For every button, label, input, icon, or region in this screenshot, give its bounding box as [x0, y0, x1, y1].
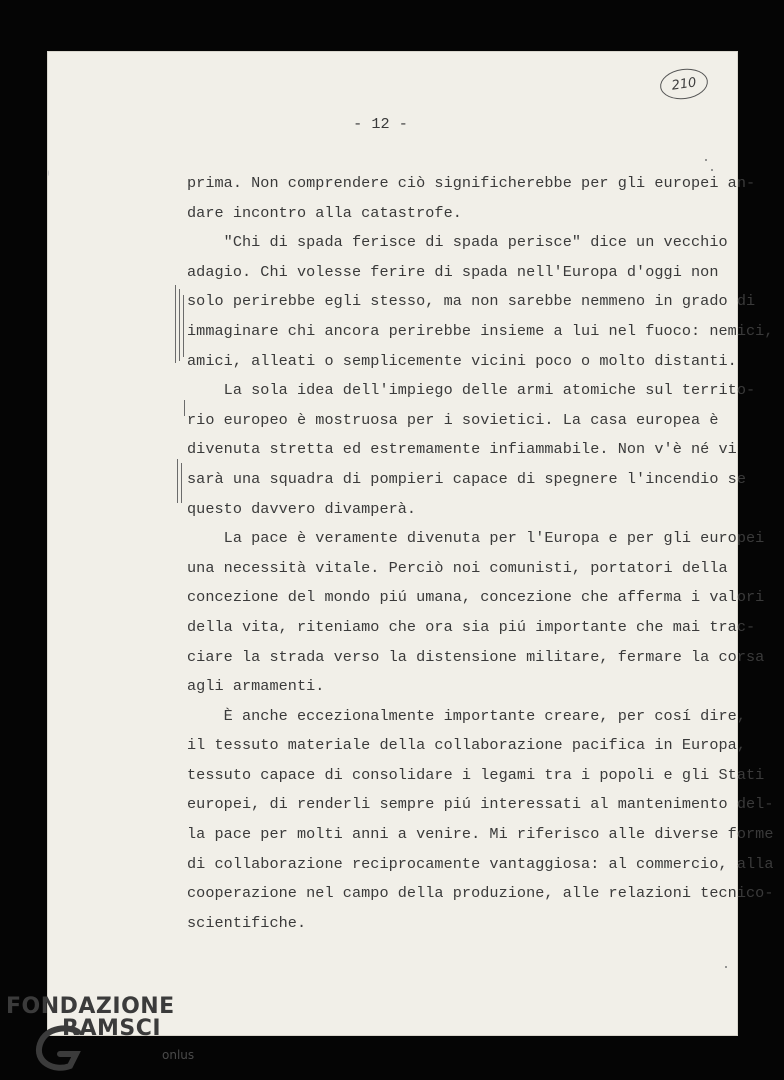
text-line: una necessità vitale. Perciò noi comunisti, portatori della: [187, 558, 728, 577]
margin-mark-6: [181, 463, 182, 503]
logo-line-2: RAMSCI: [62, 1016, 162, 1041]
logo-line-1: FONDAZIONE: [6, 994, 175, 1019]
archive-stamp-number: 210: [670, 74, 698, 94]
archive-page-stamp: [658, 66, 710, 102]
document-page: [47, 51, 774, 1036]
text-line: È anche eccezionalmente importante creare, per cosí dire,: [187, 706, 747, 725]
text-line: ciare la strada verso la distensione militare, fermare la corsa: [187, 647, 765, 666]
margin-mark-5: [177, 459, 178, 503]
text-line: questo davvero divamperà.: [187, 499, 417, 518]
text-line: la pace per molti anni a venire. Mi riferisco alle diverse forme: [187, 825, 774, 844]
text-line: amici, alleati o semplicemente vicini poco o molto distanti.: [187, 351, 737, 370]
typed-body-text: [187, 169, 784, 938]
text-line: rio europeo è mostruosa per i sovietici. La casa europea è: [187, 410, 719, 429]
text-line: agli armamenti.: [187, 677, 325, 696]
margin-mark-2: [179, 289, 180, 361]
page-number: - 12 -: [353, 115, 408, 133]
text-line: sarà una squadra di pompieri capace di spegnere l'incendio se: [187, 469, 747, 488]
gramsci-g-logo-icon: [32, 1024, 96, 1074]
text-line: adagio. Chi volesse ferire di spada nell'Europa d'oggi non: [187, 262, 719, 281]
text-line: scientifiche.: [187, 913, 307, 932]
text-line: concezione del mondo piú umana, concezione che afferma i valori: [187, 588, 765, 607]
text-line: di collaborazione reciprocamente vantaggiosa: al commercio, alla: [187, 854, 774, 873]
fondazione-gramsci-logo: [6, 994, 196, 1074]
margin-mark-3: [183, 295, 184, 357]
text-line: La sola idea dell'impiego delle armi atomiche sul territo-: [187, 381, 756, 400]
paper-speck: [725, 966, 727, 968]
text-line: "Chi di spada ferisce di spada perisce" dice un vecchio: [187, 233, 728, 252]
edge-speck: [48, 170, 49, 176]
text-line: prima. Non comprendere ciò significherebbe per gli europei an-: [187, 174, 756, 192]
text-line: il tessuto materiale della collaborazione pacifica in Europa,: [187, 736, 747, 755]
text-line: europei, di renderli sempre piú interessati al mantenimento del-: [187, 795, 774, 814]
text-line: della vita, riteniamo che ora sia piú importante che mai trac-: [187, 617, 756, 636]
text-line: cooperazione nel campo della produzione, alle relazioni tecnico-: [187, 884, 774, 903]
margin-mark-1: [175, 285, 176, 363]
paper-speck: [705, 159, 707, 161]
text-line: immaginare chi ancora perirebbe insieme a lui nel fuoco: nemici,: [187, 321, 774, 340]
logo-onlus: onlus: [162, 1048, 195, 1062]
text-line: divenuta stretta ed estremamente infiammabile. Non v'è né vi: [187, 440, 737, 459]
text-line: La pace è veramente divenuta per l'Europa e per gli europei: [187, 529, 765, 548]
text-line: tessuto capace di consolidare i legami tra i popoli e gli Stati: [187, 765, 765, 784]
text-line: dare incontro alla catastrofe.: [187, 203, 462, 222]
text-line: solo perirebbe egli stesso, ma non sarebbe nemmeno in grado di: [187, 292, 756, 311]
margin-mark-4: [184, 400, 185, 416]
